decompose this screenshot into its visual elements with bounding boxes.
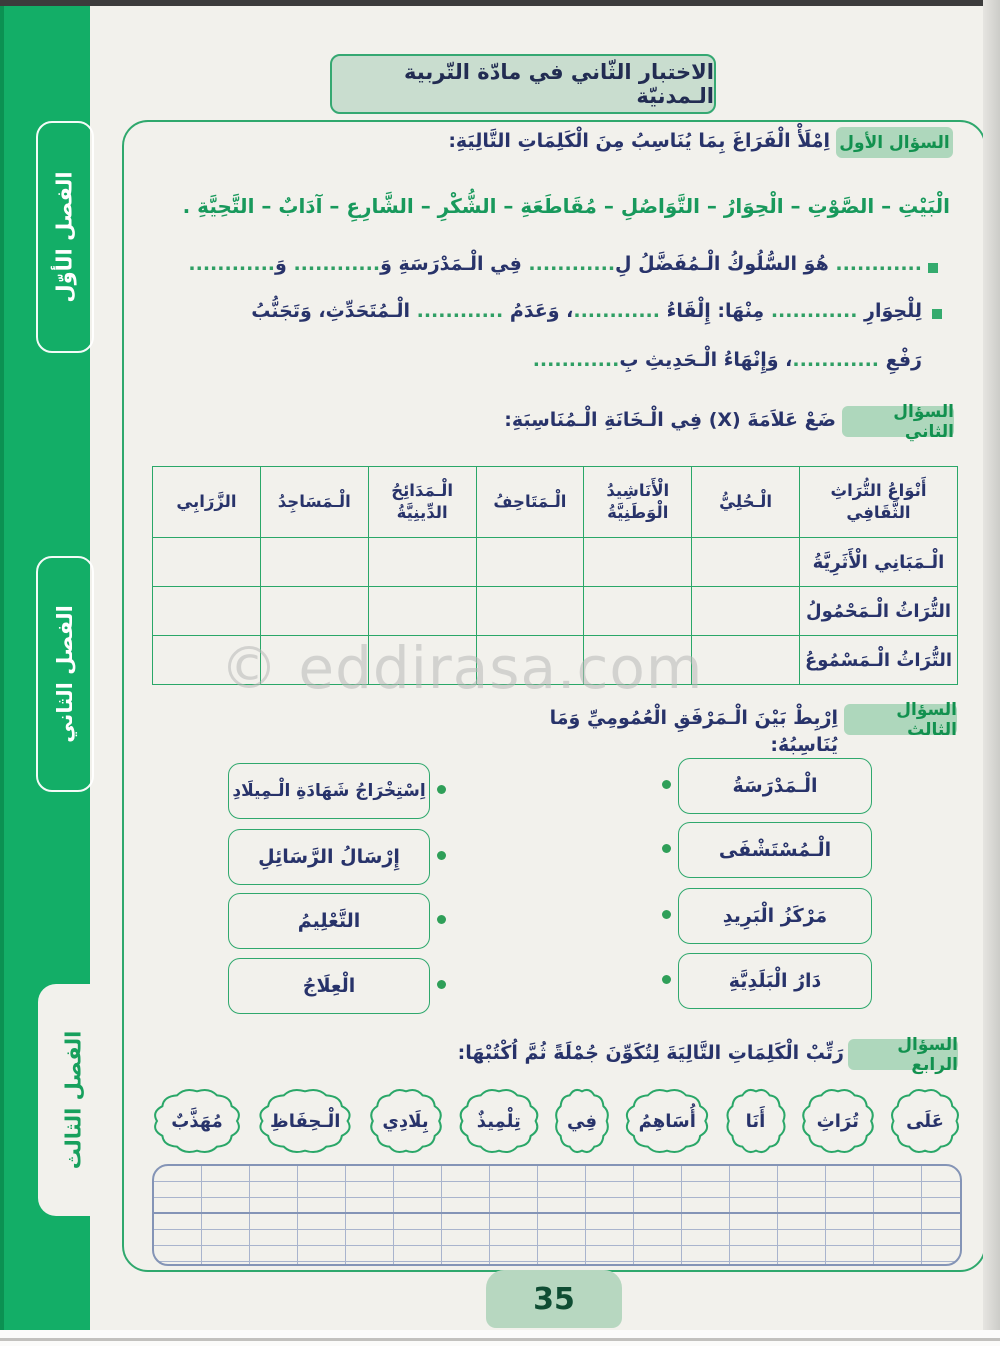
word-bubble-text: فِي xyxy=(567,1110,597,1132)
col-header: الزَّرَابِي xyxy=(153,467,261,538)
q4-label xyxy=(848,1034,958,1075)
q4-label-text: السؤال الرابع xyxy=(897,1034,958,1075)
word-bubble-text: عَلَى xyxy=(906,1110,944,1132)
blank-dots: ............ xyxy=(835,253,922,275)
q1-word-bank: الْبَيْتِ – الصَّوْتِ – الْحِوَارُ – التَّوَاصُلِ – مُقَاطَعَةِ – الشُّكْرِ – الشَّارِعِ – آدَابٌ – التَّحِيَّةِ . xyxy=(182,194,950,218)
answer-cell xyxy=(260,538,368,587)
fill-text: رَفْعِ xyxy=(879,349,922,371)
q2-label xyxy=(842,401,954,442)
connector-dot xyxy=(437,785,446,794)
scan-top-edge xyxy=(0,0,1000,6)
answer-cell xyxy=(368,538,476,587)
col-header: الْـمَتَاحِفُ xyxy=(476,467,584,538)
word-bubble xyxy=(888,1085,962,1157)
sidebar-tab-chapter-1 xyxy=(36,121,94,353)
blank-dots: ............ xyxy=(188,253,276,275)
facility-box-post-office: مَرْكَزُ الْبَرِيدِ xyxy=(678,888,872,944)
blank-dots: ............ xyxy=(770,300,858,322)
table-header-row xyxy=(153,467,958,538)
blank-dots: ............ xyxy=(528,253,616,275)
bullet-square-icon xyxy=(928,263,938,273)
q2-label-text: السؤال الثاني xyxy=(893,401,954,442)
word-bubble xyxy=(724,1085,788,1157)
fill-text: ، وَإِنْهَاءُ الْـحَدِيثِ بِ xyxy=(619,349,793,371)
col-header: أَنْوَاعُ التُّرَاثِ الثَّقَافِي xyxy=(800,467,958,538)
exam-title: الاختبار الثّاني في مادّة التّربية الـمدنيّة xyxy=(404,60,714,108)
answer-cell xyxy=(368,587,476,636)
q3-label xyxy=(844,699,957,740)
connector-dot xyxy=(662,910,671,919)
q3-instruction: اِرْبِطْ بَيْنَ الْـمَرْفَقِ الْعُمُومِيِّ وَمَا يُنَاسِبُهُ: xyxy=(549,707,838,756)
site-watermark: © eddirasa.com xyxy=(220,634,704,702)
col-header: الْـحُلِيُّ xyxy=(692,467,800,538)
q4-instruction: رَتِّبْ الْكَلِمَاتِ التَّالِيَةَ لِتُكَوِّنَ جُمْلَةً ثُمَّ اُكْتُبْهَا: xyxy=(457,1042,844,1064)
answer-cell xyxy=(260,587,368,636)
answer-writing-grid xyxy=(152,1164,962,1266)
sidebar-tab-label: الفصل الثاني xyxy=(53,605,77,743)
word-bubble-text: بِلَادِي xyxy=(382,1110,429,1132)
word-bubble-text: أُسَاهِمُ xyxy=(638,1110,696,1132)
connector-dot xyxy=(437,851,446,860)
blank-dots: ............ xyxy=(792,349,880,371)
fill-text: فِي الْـمَدْرَسَةِ وَ xyxy=(380,253,529,275)
table-row xyxy=(153,538,958,587)
sidebar-tab-chapter-2 xyxy=(36,556,94,792)
fill-text: مِنْهَا: إِلْقَاءُ xyxy=(660,300,771,322)
q1-fill-line-1 xyxy=(150,250,922,279)
answer-cell xyxy=(476,538,584,587)
q1-fill-line-3 xyxy=(150,346,922,375)
fill-text: ، وَعَدَمُ xyxy=(503,300,574,322)
answer-cell xyxy=(692,538,800,587)
page-number: 35 xyxy=(533,1281,575,1317)
answer-cell xyxy=(692,636,800,685)
word-bubble-text: الْـحِفَاظِ xyxy=(270,1110,341,1132)
sidebar-tab-chapter-3-active xyxy=(38,984,108,1216)
col-header: الْأَنَاشِيدُ الْوَطَنِيَّةُ xyxy=(584,467,692,538)
word-bubble-text: تُرَاثِ xyxy=(816,1110,859,1132)
bullet-square-icon xyxy=(932,309,942,319)
blank-dots: ............ xyxy=(293,253,381,275)
q1-instruction: اِمْلَأْ الْفَرَاغَ بِمَا يُنَاسِبُ مِنَ الْكَلِمَاتِ التَّالِيَةِ: xyxy=(448,130,830,152)
connector-dot xyxy=(662,975,671,984)
sidebar-tab-label: الفصل الثالث xyxy=(61,1030,86,1170)
exam-title-box xyxy=(330,54,716,114)
answer-cell xyxy=(584,538,692,587)
word-bubble xyxy=(150,1085,244,1157)
fill-text: هُوَ السُّلُوكُ الْـمُفَضَّلُ لِ xyxy=(615,253,836,275)
connector-dot xyxy=(437,915,446,924)
connector-dot xyxy=(437,980,446,989)
word-bubble-text: تِلْمِيذٌ xyxy=(476,1110,521,1132)
sidebar-left-edge xyxy=(0,6,4,1330)
word-bubble-text: مُهَذَّبٌ xyxy=(171,1110,223,1132)
q1-label xyxy=(836,127,953,158)
word-bubble xyxy=(367,1085,445,1157)
fill-text: الْـمُتَحَدِّثِ، وَتَجَنُّبُ xyxy=(251,300,417,322)
service-box-education: التَّعْلِيمُ xyxy=(228,893,430,949)
q1-label-text: السؤال الأول xyxy=(839,132,950,153)
page-number-tab xyxy=(486,1270,622,1328)
answer-cell xyxy=(153,587,261,636)
word-bubble xyxy=(799,1085,877,1157)
service-box-send-letters: إِرْسَالُ الرَّسَائِلِ xyxy=(228,829,430,885)
fill-text: وَ xyxy=(275,253,294,275)
connector-dot xyxy=(662,780,671,789)
row-header: التُّرَاثُ الْـمَحْمُولُ xyxy=(800,587,958,636)
blank-dots: ............ xyxy=(573,300,660,322)
blank-dots: ............ xyxy=(416,300,504,322)
facility-box-hospital: الْـمُسْتَشْفَى xyxy=(678,822,872,878)
service-box-treatment: الْعِلَاجُ xyxy=(228,958,430,1014)
word-bubble xyxy=(553,1085,611,1157)
fill-text: لِلْحِوَارِ xyxy=(857,300,922,322)
row-header: التُّرَاثُ الْـمَسْمُوعُ xyxy=(800,636,958,685)
facility-box-school: الْـمَدْرَسَةُ xyxy=(678,758,872,814)
word-bubble xyxy=(456,1085,542,1157)
col-header: الْـمَسَاجِدُ xyxy=(260,467,368,538)
sidebar-tab-label: الفصل الأوّل xyxy=(53,171,78,303)
word-bubble xyxy=(255,1085,355,1157)
service-box-birth-certificate: اِسْتِخْرَاجُ شَهَادَةِ الْـمِيلَادِ xyxy=(228,763,430,819)
answer-cell xyxy=(476,587,584,636)
q2-instruction: ضَعْ عَلاَمَةَ (X) فِي الْـخَانَةِ الْـمُنَاسِبَةِ: xyxy=(504,409,836,431)
table-row xyxy=(153,587,958,636)
word-bubble-text: أَنَا xyxy=(745,1110,766,1132)
answer-cell xyxy=(584,587,692,636)
answer-cell xyxy=(153,538,261,587)
answer-cell xyxy=(692,587,800,636)
blank-dots: ............ xyxy=(532,349,620,371)
q1-fill-line-2 xyxy=(146,297,922,326)
connector-dot xyxy=(662,844,671,853)
col-header: الْـمَدَائِحُ الدِّينِيَّةُ xyxy=(368,467,476,538)
q4-word-bubbles xyxy=(150,1084,962,1158)
facility-box-town-hall: دَارُ الْبَلَدِيَّةِ xyxy=(678,953,872,1009)
word-bubble xyxy=(622,1085,712,1157)
paper-right-edge xyxy=(983,0,1000,1346)
scan-bottom-line xyxy=(0,1338,1000,1341)
row-header: الْـمَبَانِي الْأَثَرِيَّةُ xyxy=(800,538,958,587)
q3-label-text: السؤال الثالث xyxy=(896,699,957,740)
